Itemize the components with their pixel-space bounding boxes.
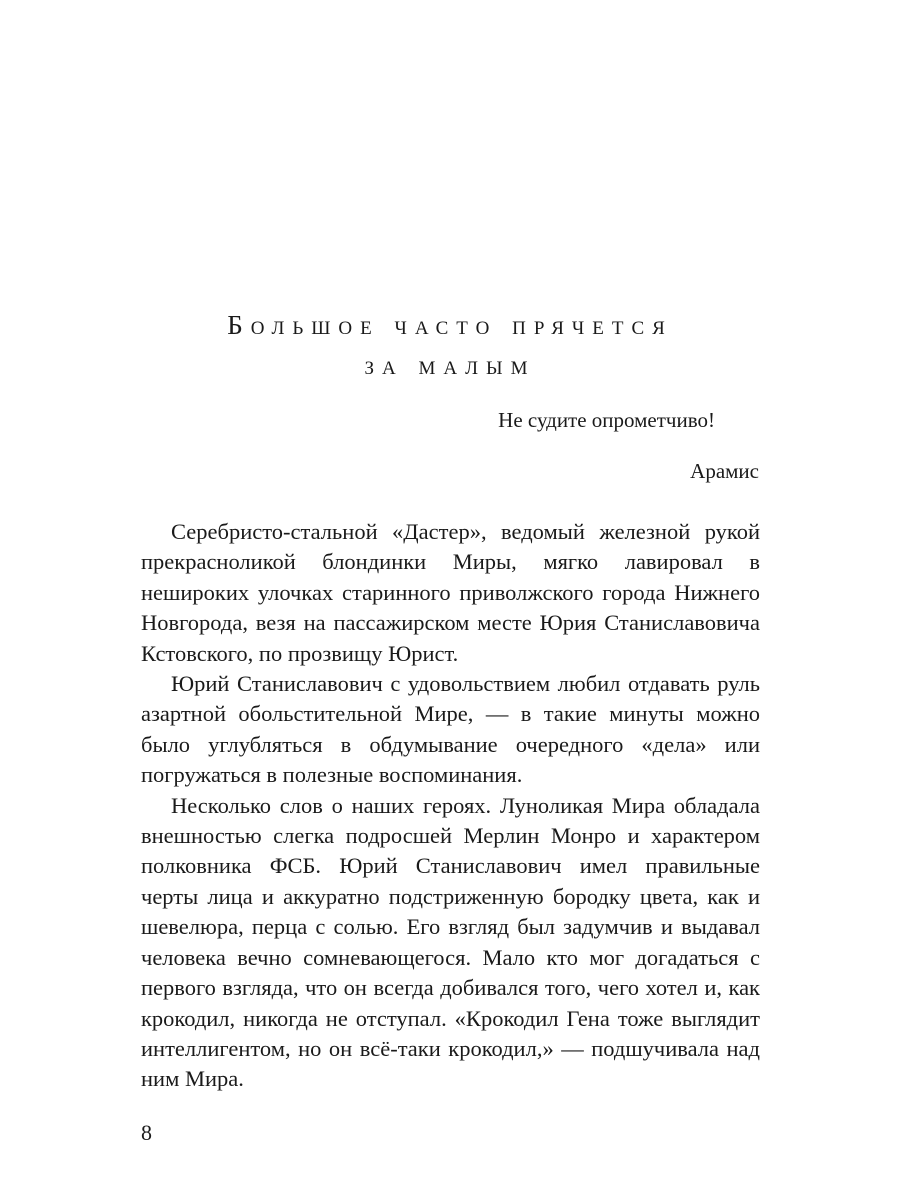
page-number: 8 bbox=[141, 1120, 152, 1145]
body-text bbox=[141, 517, 760, 1095]
epigraph-author: Арамис bbox=[690, 459, 759, 483]
paragraph: Несколько слов о наших героях. Луноликая Мира обладала внешностью слегка подросшей Мерлин Монро и характером полковника ФСБ. Юрий Станиславович имел правильные черты лица и аккуратно подстриженную бородку цвета, как и шевелюра, перца с солью. Его взгляд был задумчив и выдавал человека вечно сомневающегося. Мало кто мог догадаться с первого взгляда, что он всегда добивался того, чего хотел и, как крокодил, никогда не отступал. «Крокодил Гена тоже выглядит интеллигентом, но он всё-таки крокодил,» — подшучивала над ним Мира. bbox=[141, 792, 760, 1092]
chapter-title-line2: за малым bbox=[364, 350, 536, 380]
epigraph-quote: Не судите опрометчиво! bbox=[498, 408, 715, 432]
paragraph: Юрий Станиславович с удовольствием любил отдавать руль азартной обольстительной Мире, — в такие минуты можно было углубляться в обдумывание очередного «дела» или погружаться в полезные воспоминания. bbox=[141, 671, 760, 788]
chapter-title-line1: Большое часто прячется bbox=[227, 310, 673, 340]
paragraph: Серебристо-стальной «Дастер», ведомый железной рукой прекрасноликой блондинки Миры, мягко лавировал в нешироких улочках старинного приволжского города Нижнего Новгорода, везя на пассажирском месте Юрия Станиславовича Кстовского, по прозвищу Юрист. bbox=[141, 519, 760, 666]
